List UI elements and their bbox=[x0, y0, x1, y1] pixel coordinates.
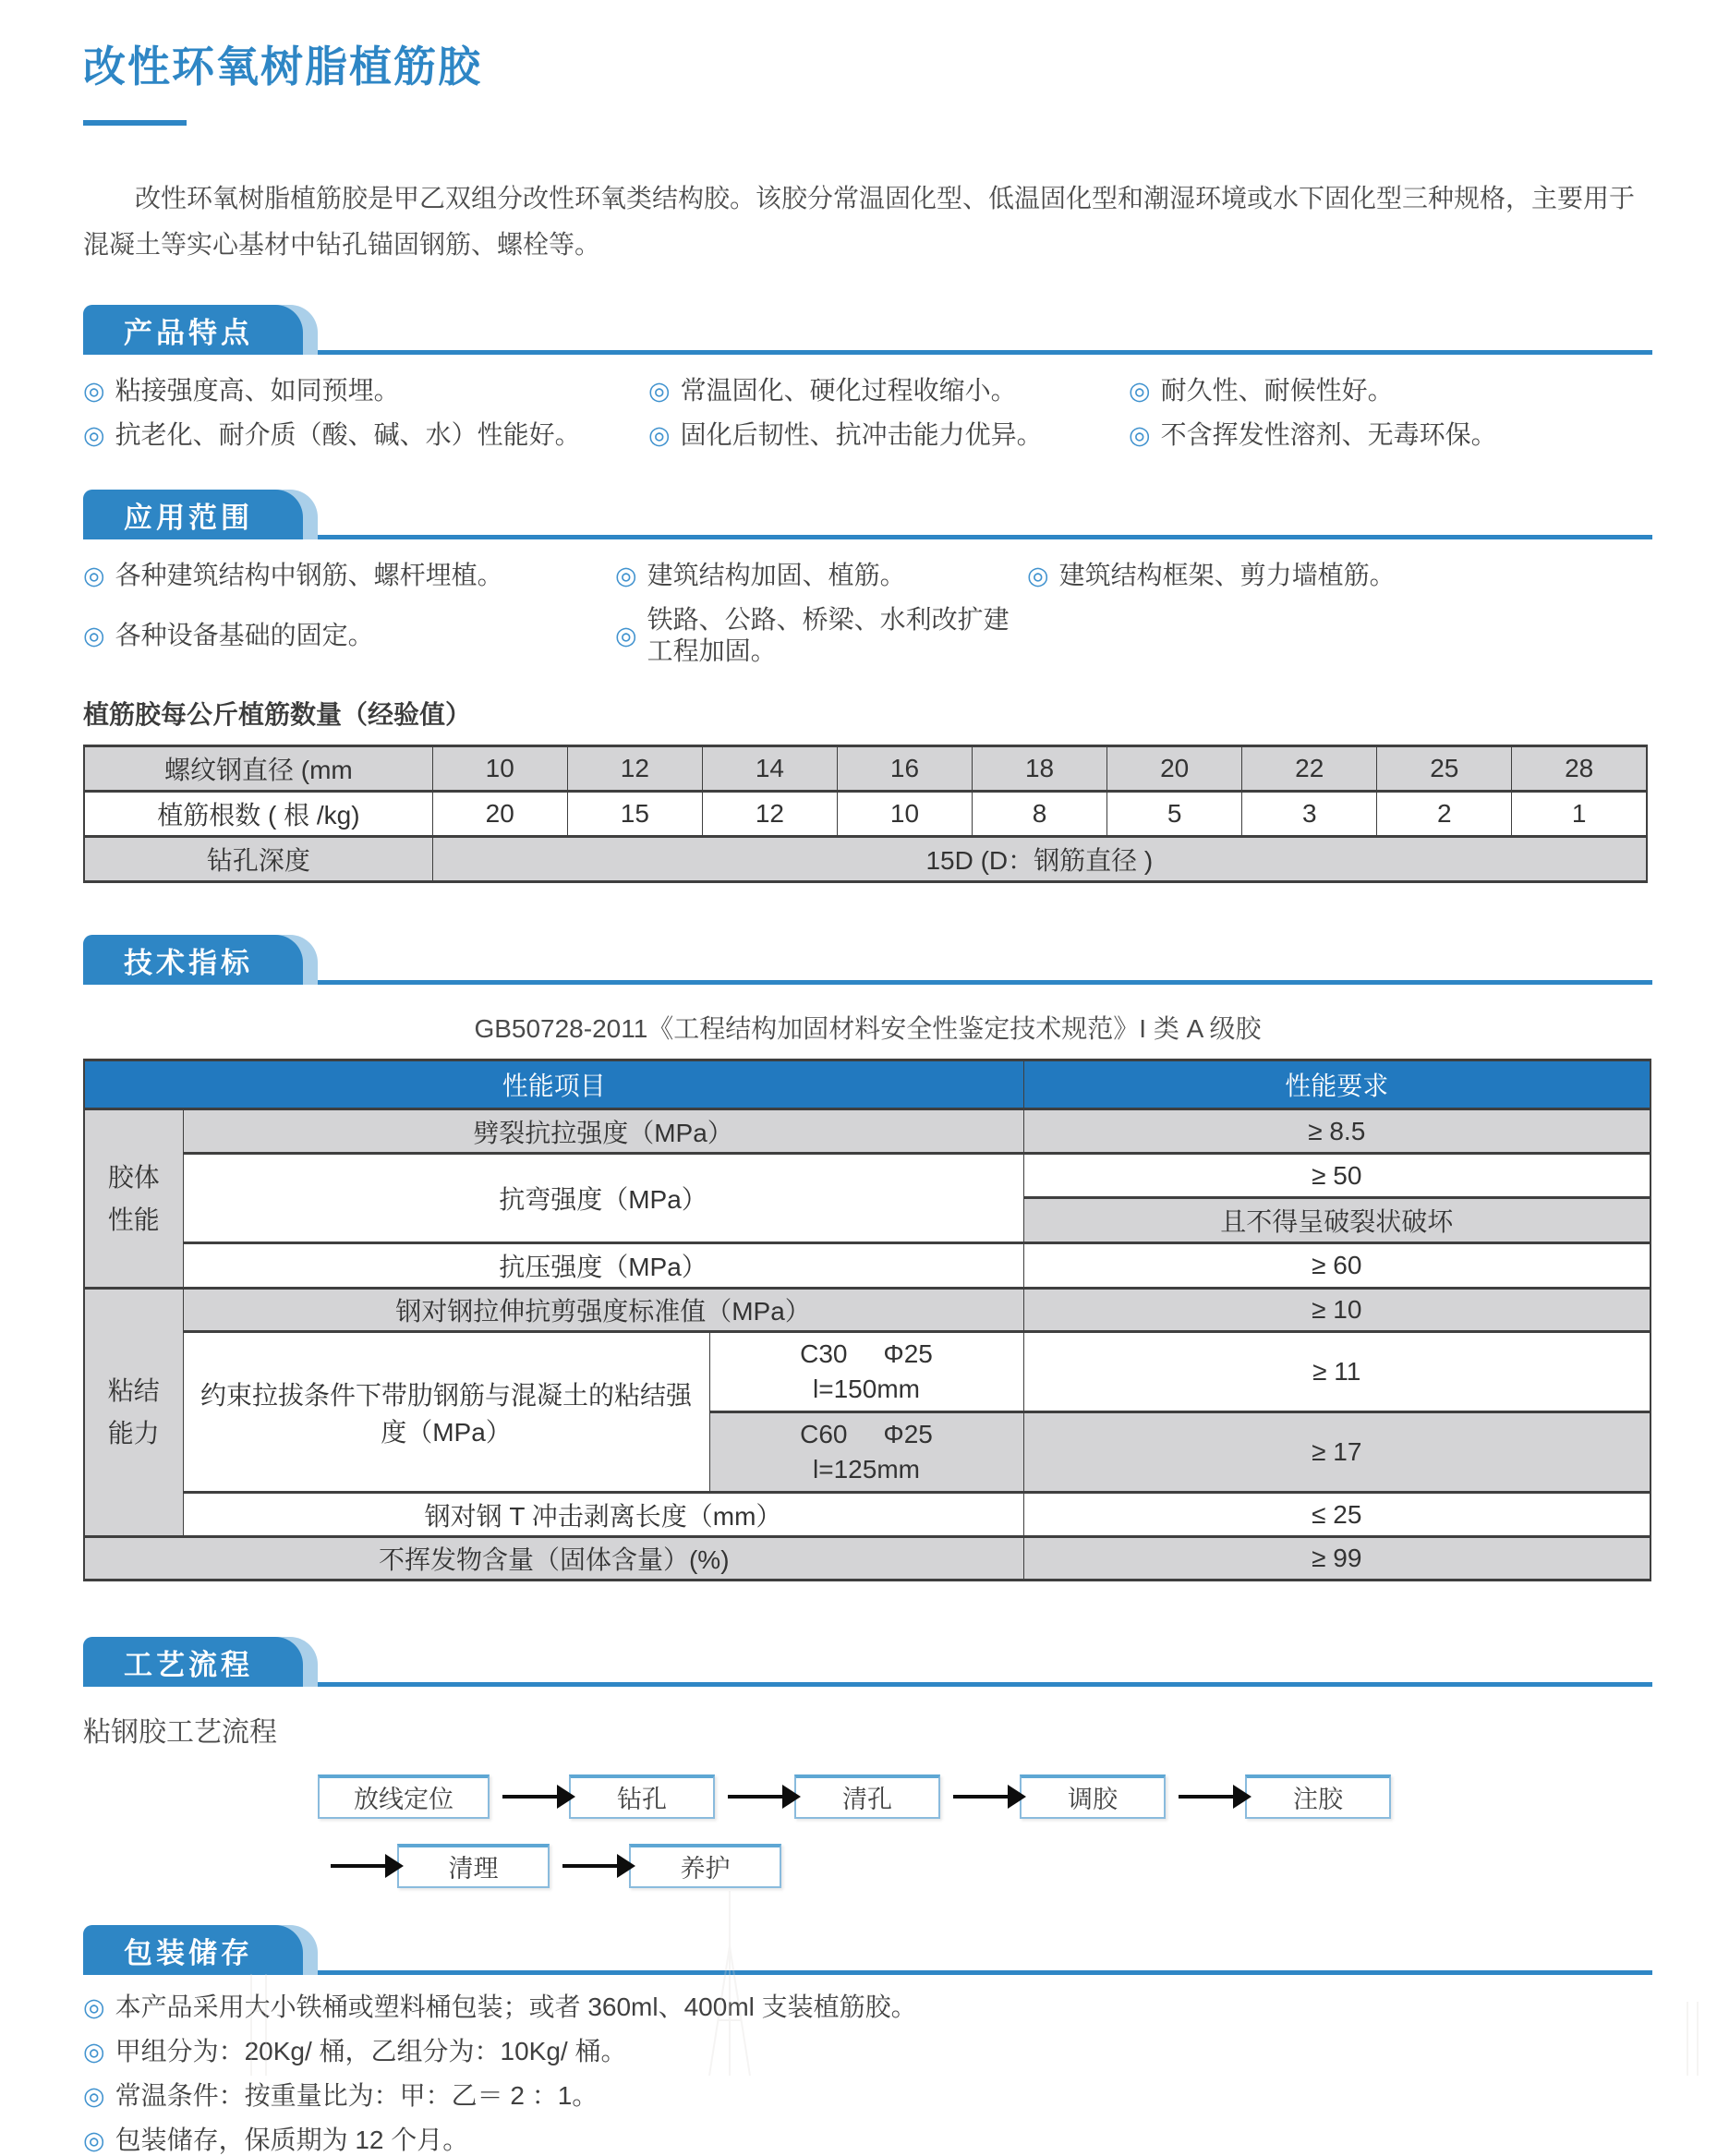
banner-underline bbox=[83, 1682, 1652, 1687]
application-text: 各种设备基础的固定。 bbox=[115, 621, 374, 649]
table-cell: 15 bbox=[567, 792, 702, 837]
group-header-bonding: 粘结能力 bbox=[84, 1289, 183, 1537]
table-cell: 2 bbox=[1377, 792, 1512, 837]
packaging-text: 包装储存，保质期为 12 个月。 bbox=[115, 2126, 469, 2154]
bullseye-bullet-icon: ◎ bbox=[83, 2126, 105, 2154]
spec-value: ≥ 17 bbox=[1023, 1412, 1650, 1493]
list-item bbox=[83, 2080, 1652, 2112]
arrow-right-icon bbox=[502, 1795, 558, 1799]
bullseye-bullet-icon: ◎ bbox=[83, 377, 105, 405]
table-row bbox=[84, 1289, 1650, 1332]
list-item bbox=[1027, 560, 1652, 591]
banner-underline bbox=[83, 1970, 1652, 1975]
table-cell: 15D (D：钢筋直径 ) bbox=[432, 837, 1647, 882]
spec-value: ≥ 99 bbox=[1023, 1537, 1650, 1581]
condition-grade: C30 Φ25 bbox=[800, 1339, 933, 1368]
section-banner-tech bbox=[83, 935, 1652, 985]
table-cell: 25 bbox=[1377, 746, 1512, 792]
process-flow-row-1 bbox=[318, 1774, 1652, 1819]
table-row bbox=[84, 1154, 1650, 1198]
column-header-item: 性能项目 bbox=[84, 1060, 1023, 1109]
table-row bbox=[84, 1243, 1650, 1289]
flow-step-inject-glue: 注胶 bbox=[1245, 1774, 1391, 1819]
rebar-table-title: 植筋胶每公斤植筋数量（经验值） bbox=[83, 700, 472, 729]
arrow-right-icon bbox=[953, 1795, 1009, 1799]
list-item bbox=[83, 375, 648, 406]
banner-underline bbox=[83, 535, 1652, 539]
section-heading-label: 产品特点 bbox=[124, 316, 253, 349]
table-cell: 10 bbox=[837, 792, 972, 837]
spec-value: ≤ 25 bbox=[1023, 1493, 1650, 1537]
product-datasheet-page bbox=[0, 33, 1717, 2154]
packaging-text: 甲组分为：20Kg/ 桶，乙组分为：10Kg/ 桶。 bbox=[115, 2037, 627, 2065]
feature-text: 耐久性、耐候性好。 bbox=[1160, 376, 1394, 405]
list-item bbox=[648, 375, 1129, 406]
bullseye-bullet-icon: ◎ bbox=[83, 622, 105, 649]
spec-condition bbox=[709, 1412, 1023, 1493]
section-heading-features bbox=[83, 305, 303, 355]
table-row bbox=[84, 746, 1647, 792]
section-heading-applications bbox=[83, 490, 303, 539]
table-cell: 14 bbox=[702, 746, 837, 792]
condition-length: l=125mm bbox=[813, 1455, 920, 1484]
list-item bbox=[83, 560, 615, 591]
section-banner-features bbox=[83, 305, 1652, 355]
spec-value: ≥ 11 bbox=[1023, 1332, 1650, 1412]
table-cell: 22 bbox=[1242, 746, 1377, 792]
section-heading-label: 包装储存 bbox=[124, 1936, 253, 1969]
bullseye-bullet-icon: ◎ bbox=[648, 377, 671, 405]
section-heading-process bbox=[83, 1637, 303, 1687]
bullseye-bullet-icon: ◎ bbox=[83, 421, 105, 449]
table-cell: 5 bbox=[1107, 792, 1242, 837]
list-item bbox=[83, 2036, 1652, 2067]
application-text: 铁路、公路、桥梁、水利改扩建工程加固。 bbox=[647, 605, 1010, 665]
bullseye-bullet-icon: ◎ bbox=[83, 2082, 105, 2110]
bullseye-bullet-icon: ◎ bbox=[615, 562, 637, 589]
row-header: 钻孔深度 bbox=[84, 837, 432, 882]
table-cell: 16 bbox=[837, 746, 972, 792]
intro-paragraph: 改性环氧树脂植筋胶是甲乙双组分改性环氧类结构胶。该胶分常温固化型、低温固化型和潮湿环境或水下固化型三种规格，主要用于混凝土等实心基材中钻孔锚固钢筋、螺栓等。 bbox=[83, 184, 1636, 259]
applications-list bbox=[83, 560, 1652, 667]
table-row bbox=[84, 792, 1647, 837]
title-underline bbox=[83, 120, 187, 126]
bullseye-bullet-icon: ◎ bbox=[1129, 377, 1151, 405]
section-heading-label: 工艺流程 bbox=[124, 1648, 253, 1681]
spec-label: 钢对钢 T 冲击剥离长度（mm） bbox=[183, 1493, 1023, 1537]
feature-text: 固化后韧性、抗冲击能力优异。 bbox=[680, 420, 1043, 449]
spec-condition bbox=[709, 1332, 1023, 1412]
table-cell: 12 bbox=[567, 746, 702, 792]
process-subtitle: 粘钢胶工艺流程 bbox=[83, 1717, 277, 1748]
feature-text: 抗老化、耐介质（酸、碱、水）性能好。 bbox=[115, 420, 581, 449]
arrow-right-icon bbox=[1179, 1795, 1234, 1799]
condition-grade: C60 Φ25 bbox=[800, 1420, 933, 1448]
table-row bbox=[84, 837, 1647, 882]
banner-underline bbox=[83, 980, 1652, 985]
bullseye-bullet-icon: ◎ bbox=[83, 562, 105, 589]
section-banner-packaging bbox=[83, 1925, 1652, 1975]
spec-label: 约束拉拔条件下带肋钢筋与混凝土的粘结强度（MPa） bbox=[183, 1332, 709, 1493]
application-text: 建筑结构加固、植筋。 bbox=[647, 561, 906, 589]
tech-spec-table bbox=[83, 1059, 1651, 1581]
spec-label: 抗压强度（MPa） bbox=[183, 1243, 1023, 1289]
packaging-list bbox=[83, 1992, 1652, 2156]
section-heading-label: 技术指标 bbox=[124, 946, 253, 979]
section-heading-tech bbox=[83, 935, 303, 985]
list-item bbox=[83, 2125, 1652, 2156]
flow-step-cure: 养护 bbox=[629, 1844, 781, 1888]
flow-step-mix-glue: 调胶 bbox=[1020, 1774, 1166, 1819]
section-banner-applications bbox=[83, 490, 1652, 539]
list-item bbox=[648, 419, 1129, 451]
feature-text: 不含挥发性溶剂、无毒环保。 bbox=[1160, 420, 1497, 449]
table-cell: 20 bbox=[432, 792, 567, 837]
bullseye-bullet-icon: ◎ bbox=[615, 622, 637, 649]
table-cell: 18 bbox=[973, 746, 1107, 792]
spec-value: ≥ 50 bbox=[1023, 1154, 1650, 1198]
list-item bbox=[615, 604, 1027, 667]
list-item bbox=[1129, 419, 1652, 451]
section-heading-label: 应用范围 bbox=[124, 501, 253, 534]
packaging-text: 本产品采用大小铁桶或塑料桶包装；或者 360ml、400ml 支装植筋胶。 bbox=[115, 1992, 917, 2021]
spec-label: 不挥发物含量（固体含量）(%) bbox=[84, 1537, 1023, 1581]
bullseye-bullet-icon: ◎ bbox=[83, 1993, 105, 2021]
spec-label: 钢对钢拉伸抗剪强度标准值（MPa） bbox=[183, 1289, 1023, 1332]
table-cell: 10 bbox=[432, 746, 567, 792]
table-cell: 1 bbox=[1512, 792, 1647, 837]
table-cell: 12 bbox=[702, 792, 837, 837]
table-row bbox=[84, 1109, 1650, 1154]
spec-value: ≥ 10 bbox=[1023, 1289, 1650, 1332]
arrow-right-icon bbox=[728, 1795, 783, 1799]
feature-text: 常温固化、硬化过程收缩小。 bbox=[680, 376, 1017, 405]
condition-length: l=150mm bbox=[813, 1375, 920, 1403]
bullseye-bullet-icon: ◎ bbox=[1129, 421, 1151, 449]
list-item bbox=[83, 604, 615, 667]
bullseye-bullet-icon: ◎ bbox=[83, 2038, 105, 2065]
table-cell: 8 bbox=[973, 792, 1107, 837]
table-cell: 28 bbox=[1512, 746, 1647, 792]
bullseye-bullet-icon: ◎ bbox=[648, 421, 671, 449]
list-item bbox=[615, 560, 1027, 591]
tech-standard-caption: GB50728-2011《工程结构加固材料安全性鉴定技术规范》I 类 A 级胶 bbox=[474, 1014, 1262, 1043]
group-header-adhesive: 胶体性能 bbox=[84, 1109, 183, 1289]
application-text: 建筑结构框架、剪力墙植筋。 bbox=[1058, 561, 1396, 589]
page-title: 改性环氧树脂植筋胶 bbox=[83, 42, 482, 91]
row-header: 植筋根数 ( 根 /kg) bbox=[84, 792, 432, 837]
table-row bbox=[84, 1537, 1650, 1581]
flow-step-layout: 放线定位 bbox=[318, 1774, 490, 1819]
column-header-req: 性能要求 bbox=[1023, 1060, 1650, 1109]
section-banner-process bbox=[83, 1637, 1652, 1687]
spec-value: 且不得呈破裂状破坏 bbox=[1023, 1198, 1650, 1243]
list-item bbox=[1129, 375, 1652, 406]
process-flow-row-2 bbox=[318, 1843, 1652, 1888]
spec-value: ≥ 60 bbox=[1023, 1243, 1650, 1289]
table-cell: 20 bbox=[1107, 746, 1242, 792]
row-header: 螺纹钢直径 (mm bbox=[84, 746, 432, 792]
application-text: 各种建筑结构中钢筋、螺杆埋植。 bbox=[115, 561, 503, 589]
features-list bbox=[83, 375, 1652, 451]
spec-value: ≥ 8.5 bbox=[1023, 1109, 1650, 1154]
table-cell: 3 bbox=[1242, 792, 1377, 837]
flow-step-clean-hole: 清孔 bbox=[794, 1774, 940, 1819]
table-row bbox=[84, 1493, 1650, 1537]
bullseye-bullet-icon: ◎ bbox=[1027, 562, 1049, 589]
packaging-text: 常温条件：按重量比为：甲：乙＝ 2 ：1。 bbox=[115, 2081, 599, 2110]
spec-label: 劈裂抗拉强度（MPa） bbox=[183, 1109, 1023, 1154]
section-heading-packaging bbox=[83, 1925, 303, 1975]
feature-text: 粘接强度高、如同预埋。 bbox=[115, 376, 400, 405]
arrow-right-icon bbox=[562, 1864, 618, 1868]
list-item bbox=[83, 1992, 1652, 2023]
spec-label: 抗弯强度（MPa） bbox=[183, 1154, 1023, 1243]
table-header-row bbox=[84, 1060, 1650, 1109]
list-item bbox=[83, 419, 648, 451]
arrow-right-icon bbox=[331, 1864, 386, 1868]
rebar-quantity-table bbox=[83, 745, 1648, 883]
flow-step-drill: 钻孔 bbox=[569, 1774, 715, 1819]
table-row bbox=[84, 1332, 1650, 1412]
banner-underline bbox=[83, 350, 1652, 355]
flow-step-cleanup: 清理 bbox=[397, 1844, 550, 1888]
